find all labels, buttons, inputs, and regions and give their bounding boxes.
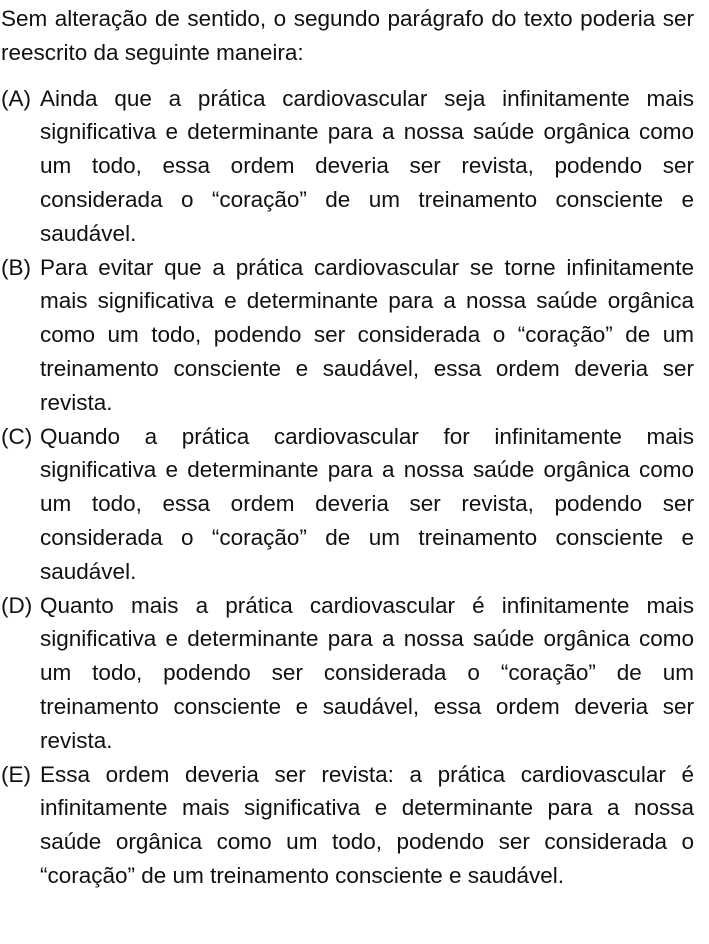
option-text: Essa ordem deveria ser revista: a prática cardiovascular é infinitamente mais significativa e determinante para a nossa saúde orgânica como um todo, podendo ser considerada o “coração” de um treinamento consciente e saudável. bbox=[40, 761, 694, 888]
option-letter: (C) bbox=[1, 423, 33, 449]
question-stem: Sem alteração de sentido, o segundo parágrafo do texto poderia ser reescrito da seguinte maneira: bbox=[1, 6, 694, 65]
option-c bbox=[1, 420, 694, 589]
option-a bbox=[1, 82, 694, 251]
option-text: Para evitar que a prática cardiovascular se torne infinitamente mais significativa e determinante para a nossa saúde orgânica como um todo, podendo ser considerada o “coração” de um treinamento consciente e saudável, essa ordem deveria ser revista. bbox=[40, 254, 694, 415]
option-text: Quanto mais a prática cardiovascular é infinitamente mais significativa e determinante para a nossa saúde orgânica como um todo, podendo ser considerada o “coração” de um treinamento consciente e saudável, essa ordem deveria ser revista. bbox=[40, 592, 694, 753]
option-text: Ainda que a prática cardiovascular seja infinitamente mais significativa e determinante para a nossa saúde orgânica como um todo, essa ordem deveria ser revista, podendo ser considerada o “coração” de um treinamento consciente e saudável. bbox=[40, 85, 694, 246]
option-letter: (D) bbox=[1, 592, 33, 618]
option-letter: (B) bbox=[1, 254, 31, 280]
option-letter: (E) bbox=[1, 761, 31, 787]
option-letter: (A) bbox=[1, 85, 31, 111]
option-d bbox=[1, 589, 694, 758]
option-e bbox=[1, 758, 694, 893]
option-text: Quando a prática cardiovascular for infinitamente mais significativa e determinante para a nossa saúde orgânica como um todo, essa ordem deveria ser revista, podendo ser considerada o “coração” de um treinamento consciente e saudável. bbox=[40, 423, 694, 584]
option-b bbox=[1, 251, 694, 420]
question-block bbox=[1, 2, 694, 893]
